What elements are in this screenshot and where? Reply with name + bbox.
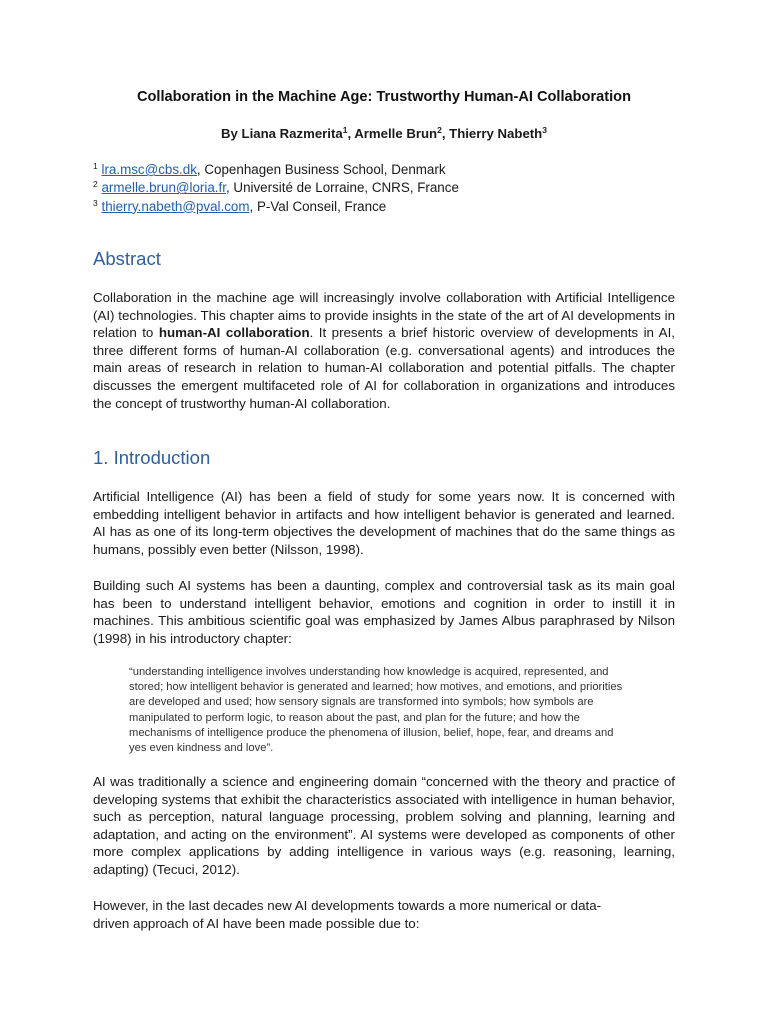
email-link-1[interactable]: lra.msc@cbs.dk bbox=[101, 162, 197, 177]
author-sep-2: , bbox=[441, 126, 450, 141]
affiliation-3-text: , P-Val Conseil, France bbox=[249, 198, 387, 214]
abstract-paragraph bbox=[93, 289, 675, 412]
intro-paragraph-1: Artificial Intelligence (AI) has been a field of study for some years now. It is concerned with embedding intelligent behavior in artifacts and how intelligent behavior is generated and learned. AI has as one of its long-term objectives the development of machines that do the same things as humans, possibly even better (Nilsson, 1998). bbox=[93, 489, 675, 557]
intro-paragraph-3: AI was traditionally a science and engineering domain “concerned with the theory and practice of developing systems that exhibit the characteristics associated with intelligence in human behavior, such as perception, natural language processing, problem solving and planning, learning and adaptation, and acting on the environment”. AI systems were developed as components of other more complex applications by adding intelligence in various ways (e.g. reasoning, learning, adapting) (Tecuci, 2012). bbox=[93, 774, 675, 877]
affiliation-1-text: , Copenhagen Business School, Denmark bbox=[196, 162, 446, 177]
email-link-2[interactable]: armelle.brun@loria.fr bbox=[101, 180, 226, 196]
abstract-heading: Abstract bbox=[93, 248, 161, 269]
abstract-text-start: Collaboration in the machine age will increasingly involve collaboration with Artificial Intelligence (AI) technologies. This chapter aims to provide insights in the state of the art of AI developments in relation to bbox=[93, 290, 675, 341]
introduction-heading: 1. Introduction bbox=[93, 447, 211, 468]
intro-paragraph-4-line-1: However, in the last decades new AI developments towards a more numerical or data- bbox=[93, 898, 602, 913]
affiliation-2 bbox=[93, 179, 459, 197]
intro-paragraph-2: Building such AI systems has been a daunting, complex and controversial task as its main goal has been to understand intelligent behavior, emotions and cognition in order to instill it in machines. This ambitious scientific goal was emphasized by James Albus paraphrased by Nilson (1998) in his introductory chapter: bbox=[93, 578, 675, 646]
block-quote: “understanding intelligence involves understanding how knowledge is acquired, represented, and stored; how intelligent behavior is generated and learned; how motives, and emotions, and priorities are developed and used; how sensory signals are transformed into symbols; how symbols are manipulated to perform logic, to reason about the past, and plan for the future; and how the mechanisms of intelligence produce the phenomena of illusion, belief, hope, fear, and dreams and yes even kindness and love”. bbox=[129, 666, 623, 755]
paper-title: Collaboration in the Machine Age: Trustworthy Human-AI Collaboration bbox=[136, 89, 632, 105]
affiliation-1 bbox=[93, 161, 459, 179]
author-1-sup: 1 bbox=[342, 125, 348, 135]
intro-paragraph-4-line-2: driven approach of AI have been made possible due to: bbox=[93, 915, 420, 931]
author-line bbox=[93, 126, 675, 141]
author-3-sup: 3 bbox=[542, 125, 547, 135]
email-link-3[interactable]: thierry.nabeth@pval.com bbox=[101, 198, 250, 214]
affiliation-1-sup: 1 bbox=[93, 161, 98, 171]
author-1: Liana Razmerita bbox=[241, 126, 343, 141]
affiliation-3-sup: 3 bbox=[93, 197, 98, 208]
affiliations bbox=[93, 161, 459, 216]
author-3: Thierry Nabeth bbox=[449, 126, 543, 141]
intro-paragraph-4 bbox=[93, 897, 675, 932]
abstract-text-bold: human-AI collaboration bbox=[158, 325, 310, 341]
abstract-text-end: . It presents a brief historic overview of developments in AI, three different forms of human-AI collaboration (e.g. conversational agents) and introduces the main areas of research in relation to human-AI collaboration and potential pitfalls. The chapter discusses the emergent multifaceted role of AI for collaboration in organizations and introduces the concept of trustworthy human-AI collaboration. bbox=[93, 325, 675, 411]
author-prefix: By bbox=[221, 126, 242, 141]
author-2: Armelle Brun bbox=[354, 126, 438, 141]
affiliation-2-sup: 2 bbox=[93, 179, 98, 190]
author-sep-1: , bbox=[347, 126, 355, 141]
affiliation-3 bbox=[93, 198, 459, 216]
author-2-sup: 2 bbox=[437, 125, 442, 135]
affiliation-2-text: , Université de Lorraine, CNRS, France bbox=[225, 180, 459, 196]
